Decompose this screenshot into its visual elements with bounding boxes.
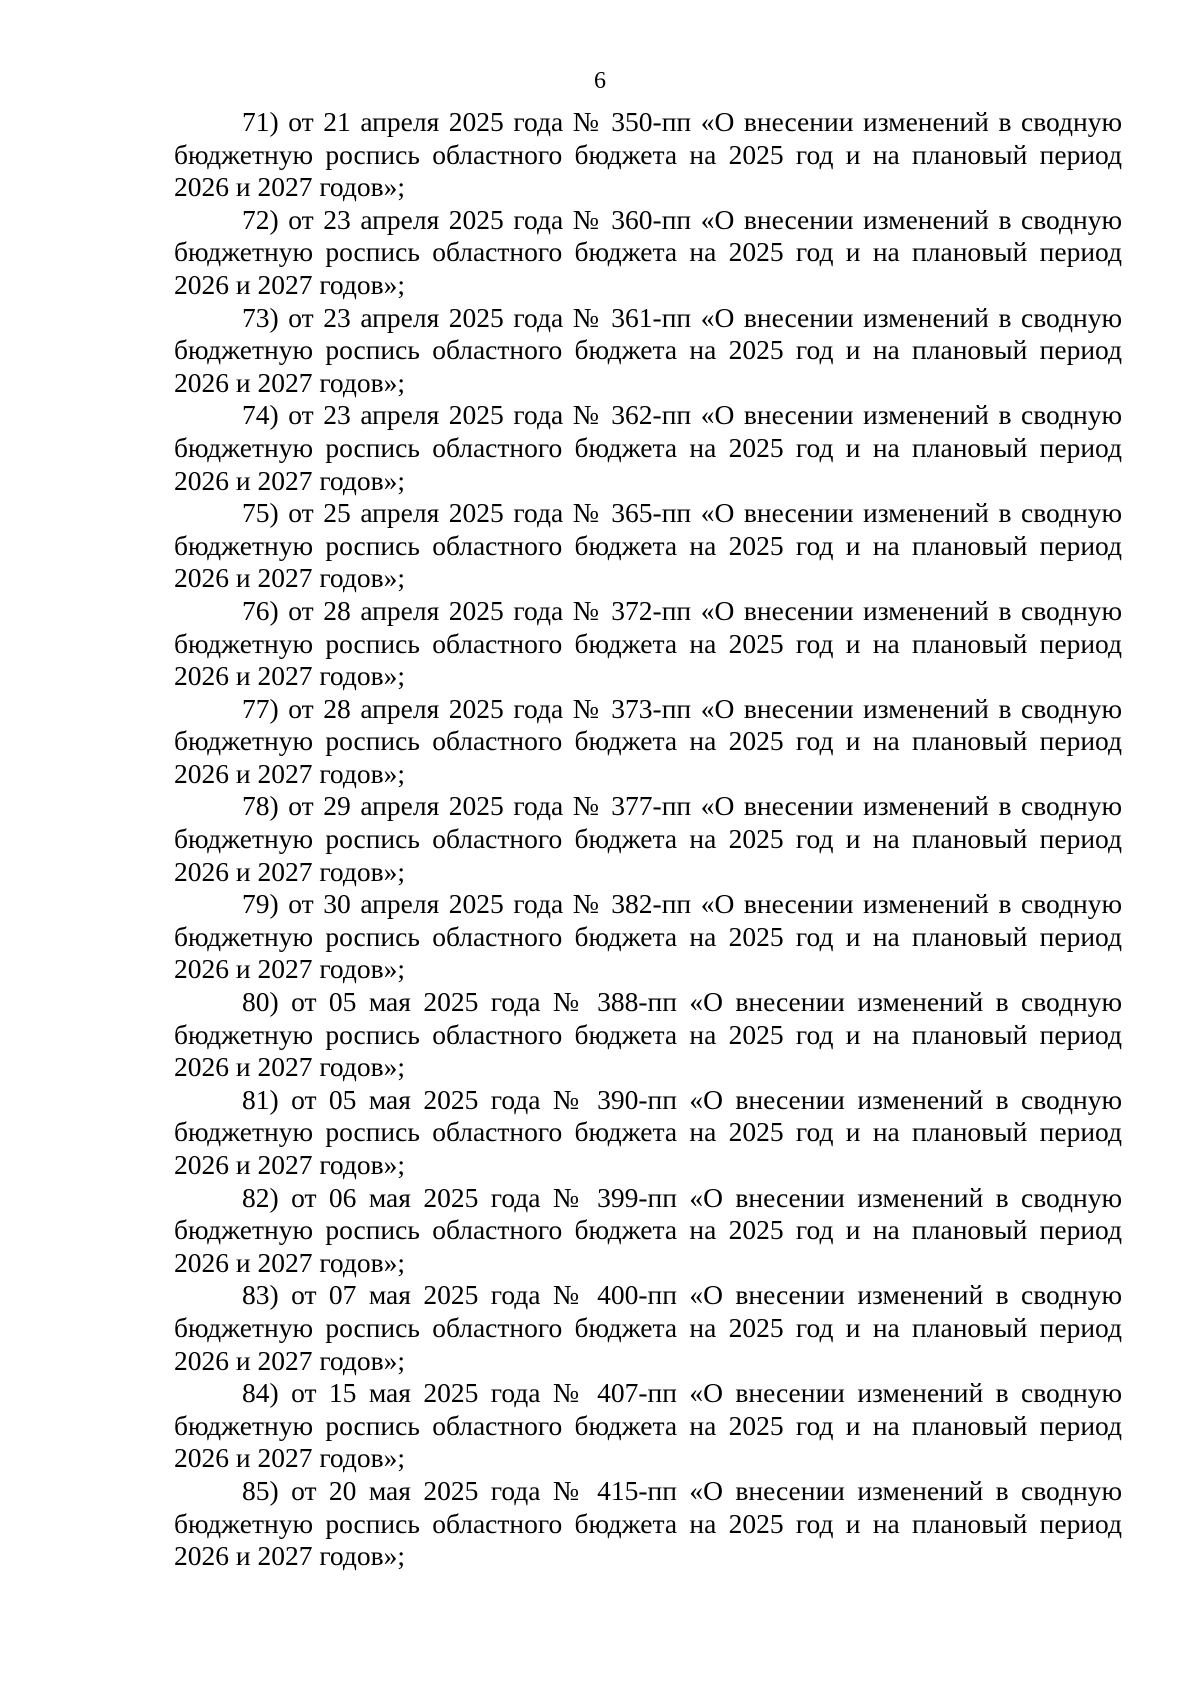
- page-number: 6: [594, 68, 606, 94]
- list-item: 85) от 20 мая 2025 года № 415-пп «О внесении изменений в сводную бюджетную роспись областного бюджета на 2025 год и на плановый период 2026 и 2027 годов»;: [174, 1474, 1122, 1572]
- list-item: 83) от 07 мая 2025 года № 400-пп «О внесении изменений в сводную бюджетную роспись областного бюджета на 2025 год и на плановый период 2026 и 2027 годов»;: [174, 1279, 1122, 1376]
- list-item: 73) от 23 апреля 2025 года № 361-пп «О внесении изменений в сводную бюджетную роспись областного бюджета на 2025 год и на плановый период 2026 и 2027 годов»;: [174, 301, 1122, 398]
- list-item: 78) от 29 апреля 2025 года № 377-пп «О внесении изменений в сводную бюджетную роспись областного бюджета на 2025 год и на плановый период 2026 и 2027 годов»;: [174, 790, 1122, 887]
- list-item: 77) от 28 апреля 2025 года № 373-пп «О внесении изменений в сводную бюджетную роспись областного бюджета на 2025 год и на плановый период 2026 и 2027 годов»;: [174, 692, 1122, 789]
- document-body: [174, 106, 1122, 1573]
- list-item: 80) от 05 мая 2025 года № 388-пп «О внесении изменений в сводную бюджетную роспись областного бюджета на 2025 год и на плановый период 2026 и 2027 годов»;: [174, 986, 1122, 1083]
- list-item: 84) от 15 мая 2025 года № 407-пп «О внесении изменений в сводную бюджетную роспись областного бюджета на 2025 год и на плановый период 2026 и 2027 годов»;: [174, 1377, 1122, 1474]
- list-item: 75) от 25 апреля 2025 года № 365-пп «О внесении изменений в сводную бюджетную роспись областного бюджета на 2025 год и на плановый период 2026 и 2027 годов»;: [174, 497, 1122, 594]
- list-item: 71) от 21 апреля 2025 года № 350-пп «О внесении изменений в сводную бюджетную роспись областного бюджета на 2025 год и на плановый период 2026 и 2027 годов»;: [174, 106, 1122, 203]
- list-item: 82) от 06 мая 2025 года № 399-пп «О внесении изменений в сводную бюджетную роспись областного бюджета на 2025 год и на плановый период 2026 и 2027 годов»;: [174, 1181, 1122, 1278]
- list-item: 74) от 23 апреля 2025 года № 362-пп «О внесении изменений в сводную бюджетную роспись областного бюджета на 2025 год и на плановый период 2026 и 2027 годов»;: [174, 399, 1122, 496]
- list-item: 81) от 05 мая 2025 года № 390-пп «О внесении изменений в сводную бюджетную роспись областного бюджета на 2025 год и на плановый период 2026 и 2027 годов»;: [174, 1083, 1122, 1180]
- list-item: 79) от 30 апреля 2025 года № 382-пп «О внесении изменений в сводную бюджетную роспись областного бюджета на 2025 год и на плановый период 2026 и 2027 годов»;: [174, 888, 1122, 985]
- list-item: 72) от 23 апреля 2025 года № 360-пп «О внесении изменений в сводную бюджетную роспись областного бюджета на 2025 год и на плановый период 2026 и 2027 годов»;: [174, 203, 1122, 300]
- list-item: 76) от 28 апреля 2025 года № 372-пп «О внесении изменений в сводную бюджетную роспись областного бюджета на 2025 год и на плановый период 2026 и 2027 годов»;: [174, 594, 1122, 692]
